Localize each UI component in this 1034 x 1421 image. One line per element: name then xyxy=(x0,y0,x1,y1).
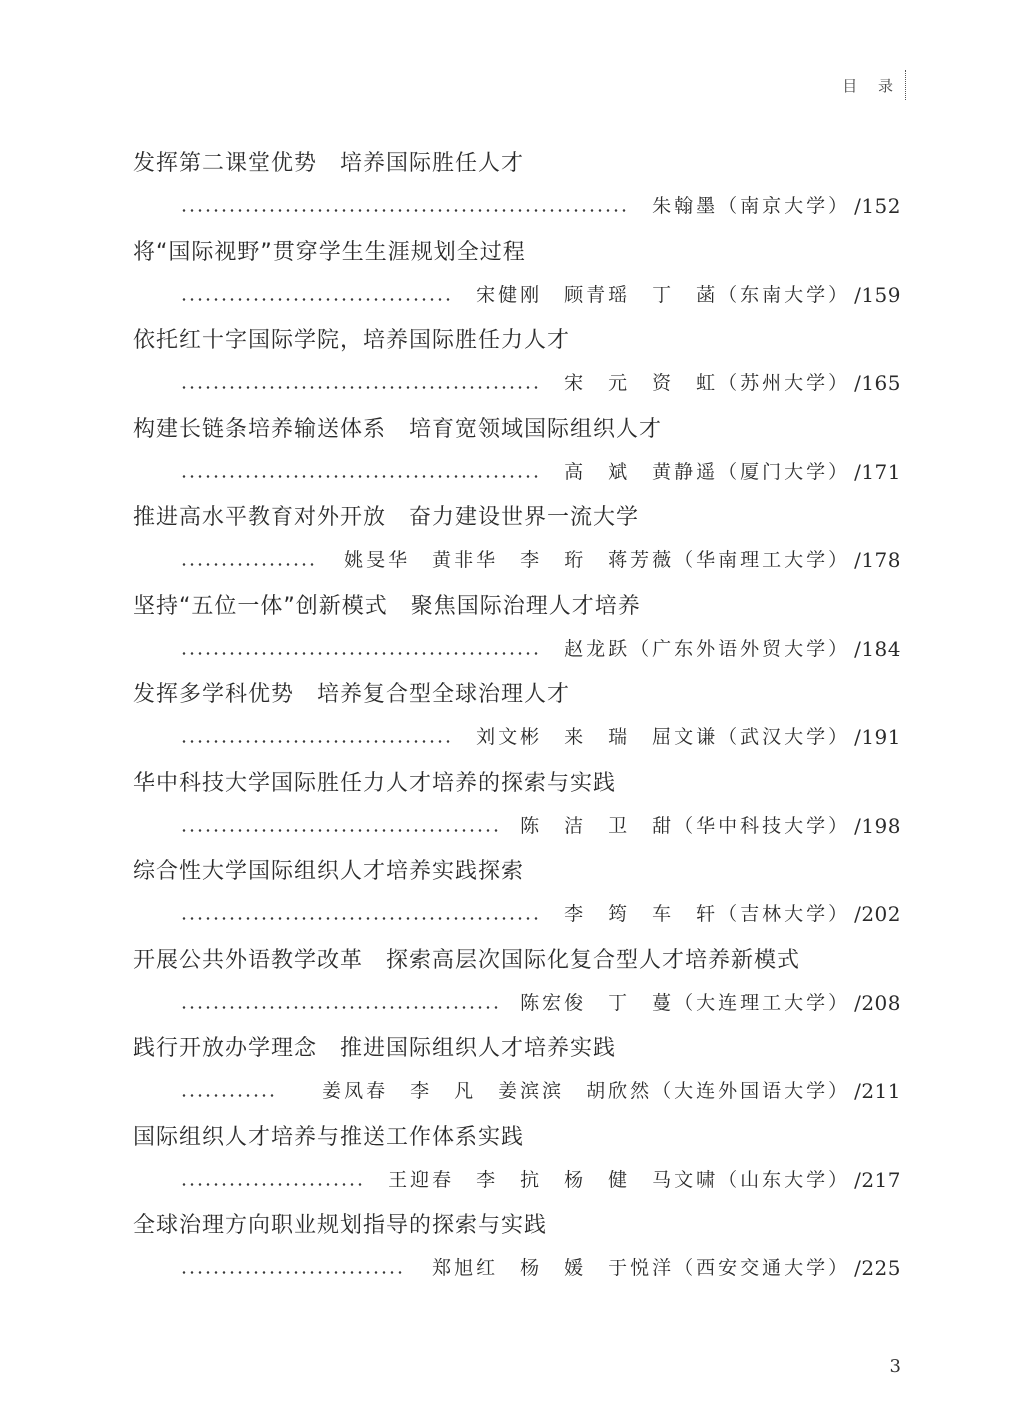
dot-leader xyxy=(180,298,452,301)
toc-entry-authors: 刘文彬 来 瑞 屈文谦（武汉大学） xyxy=(476,726,851,748)
toc-entry-title: 综合性大学国际组织人才培养实践探索 xyxy=(133,859,525,884)
toc-entry-page: /208 xyxy=(854,990,901,1015)
toc-entry-authors: 高 斌 黄静遥（厦门大学） xyxy=(564,460,851,483)
toc-entry-byline xyxy=(133,1247,901,1289)
toc-entry-title: 国际组织人才培养与推送工作体系实践 xyxy=(133,1124,525,1150)
dot-leader xyxy=(180,1183,364,1186)
toc-entry-authors: 李 筠 车 轩（吉林大学） xyxy=(564,903,851,925)
dot-leader xyxy=(180,386,540,389)
toc-entry-page: /225 xyxy=(854,1256,901,1280)
toc-entry-title: 践行开放办学理念 推进国际组织人才培养实践 xyxy=(133,1036,617,1061)
dot-leader xyxy=(180,563,316,566)
page-number: 3 xyxy=(889,1356,901,1377)
dot-leader xyxy=(180,209,628,212)
toc-entry-title: 开展公共外语教学改革 探索高层次国际化复合型人才培养新模式 xyxy=(133,947,801,973)
toc-entry-byline xyxy=(133,1159,901,1201)
toc-entry-page: /198 xyxy=(854,813,901,838)
toc-entry-page: /184 xyxy=(854,636,901,661)
toc-entry[interactable] xyxy=(133,940,901,1029)
running-header xyxy=(842,72,901,98)
toc-entry-authors: 宋 元 资 虹（苏州大学） xyxy=(564,372,851,394)
toc-entry-byline xyxy=(133,1070,901,1112)
toc-entry[interactable] xyxy=(133,232,901,321)
toc-entry-authors: 陈 洁 卫 甜（华中科技大学） xyxy=(520,814,851,837)
toc-entry-authors: 陈宏俊 丁 蔓（大连理工大学） xyxy=(520,991,851,1014)
toc-entry-byline xyxy=(133,893,901,935)
header-rule xyxy=(905,70,906,100)
toc-entry-authors: 宋健刚 顾青瑶 丁 菡（东南大学） xyxy=(476,283,851,306)
toc-entry-page: /178 xyxy=(854,548,901,572)
toc-entry-page: /202 xyxy=(854,902,901,926)
toc-entry-authors: 赵龙跃（广东外语外贸大学） xyxy=(564,637,851,660)
toc-entry-authors: 王迎春 李 抗 杨 健 马文啸（山东大学） xyxy=(388,1168,851,1191)
toc-entry[interactable] xyxy=(133,497,901,586)
toc-entry-authors: 姚旻华 黄非华 李 珩 蒋芳薇（华南理工大学） xyxy=(344,549,851,571)
toc-entry[interactable] xyxy=(133,143,901,232)
toc-entry-title: 坚持“五位一体”创新模式 聚焦国际治理人才培养 xyxy=(133,593,641,619)
toc-entry-title: 构建长链条培养输送体系 培育宽领域国际组织人才 xyxy=(133,416,663,442)
toc-entry-authors: 姜凤春 李 凡 姜滨滨 胡欣然（大连外国语大学） xyxy=(322,1080,851,1102)
toc-entry-byline xyxy=(133,716,901,758)
dot-leader xyxy=(180,829,500,832)
toc-entry[interactable] xyxy=(133,320,901,409)
toc-entry-title: 依托红十字国际学院，培养国际胜任力人才 xyxy=(133,328,571,353)
dot-leader xyxy=(180,1006,500,1009)
toc-entry-title: 发挥第二课堂优势 培养国际胜任人才 xyxy=(133,151,525,176)
toc-entry-title: 全球治理方向职业规划指导的探索与实践 xyxy=(133,1213,548,1238)
toc-entry-title: 将“国际视野”贯穿学生生涯规划全过程 xyxy=(133,239,526,265)
toc-entry-byline xyxy=(133,185,901,227)
dot-leader xyxy=(180,1271,404,1274)
table-of-contents xyxy=(133,143,901,1294)
toc-entry-page: /191 xyxy=(854,725,901,749)
toc-entry-page: /165 xyxy=(854,371,901,395)
toc-entry-authors: 郑旭红 杨 媛 于悦洋（西安交通大学） xyxy=(432,1257,851,1279)
toc-entry-page: /171 xyxy=(854,459,901,484)
toc-entry-page: /211 xyxy=(854,1079,901,1103)
toc-entry[interactable] xyxy=(133,586,901,675)
toc-entry-page: /152 xyxy=(854,194,901,218)
dot-leader xyxy=(180,917,540,920)
dot-leader xyxy=(180,475,540,478)
toc-entry-byline xyxy=(133,982,901,1024)
toc-entry-byline xyxy=(133,451,901,493)
toc-entry[interactable] xyxy=(133,1205,901,1294)
toc-entry-page: /159 xyxy=(854,282,901,307)
toc-entry-byline xyxy=(133,539,901,581)
dot-leader xyxy=(180,740,452,743)
toc-entry-byline xyxy=(133,362,901,404)
toc-entry-title: 推进高水平教育对外开放 奋力建设世界一流大学 xyxy=(133,505,640,530)
toc-entry[interactable] xyxy=(133,1117,901,1206)
toc-entry[interactable] xyxy=(133,409,901,498)
toc-entry-byline xyxy=(133,628,901,670)
dot-leader xyxy=(180,652,540,655)
toc-entry[interactable] xyxy=(133,1028,901,1117)
toc-entry-title: 发挥多学科优势 培养复合型全球治理人才 xyxy=(133,682,571,707)
toc-entry-page: /217 xyxy=(854,1167,901,1192)
toc-entry-title: 华中科技大学国际胜任力人才培养的探索与实践 xyxy=(133,770,617,796)
toc-entry[interactable] xyxy=(133,674,901,763)
toc-entry-authors: 朱翰墨（南京大学） xyxy=(652,195,851,217)
toc-entry[interactable] xyxy=(133,851,901,940)
dot-leader xyxy=(180,1094,276,1097)
toc-entry-byline xyxy=(133,805,901,847)
header-label: 目 录 xyxy=(842,76,901,95)
toc-entry[interactable] xyxy=(133,763,901,852)
toc-entry-byline xyxy=(133,274,901,316)
